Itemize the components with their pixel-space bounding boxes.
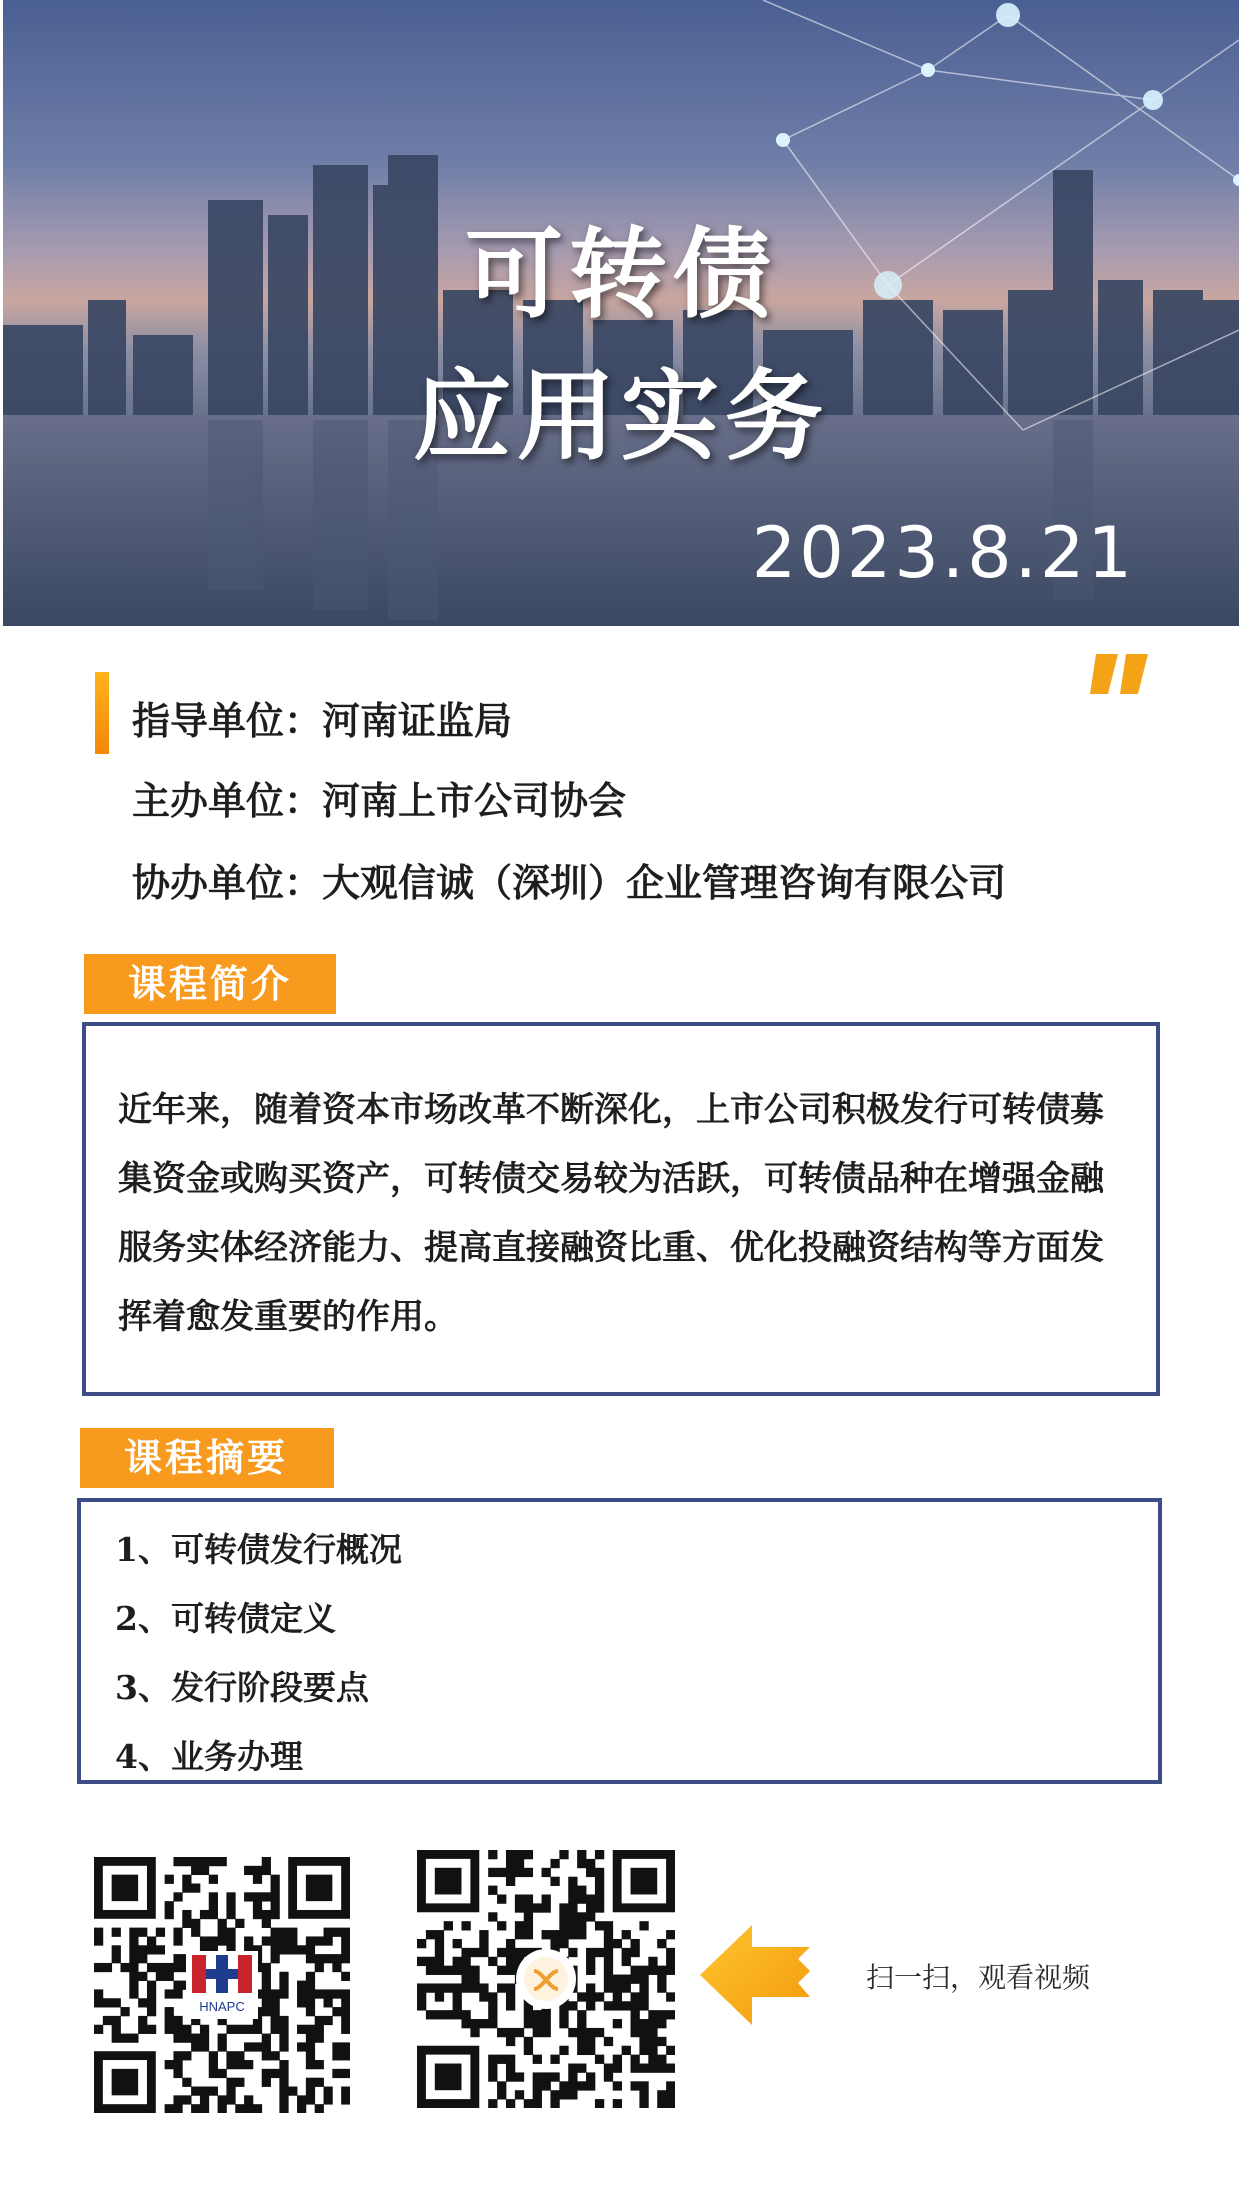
co-host-unit: 协办单位：大观信诚（深圳）企业管理咨询有限公司 [132,860,1007,905]
list-item: 1、可转债发行概况 [115,1530,402,1569]
course-summary-tag: 课程摘要 [80,1428,334,1488]
host-unit: 主办单位：河南上市公司协会 [132,778,627,823]
qr-code-icon[interactable] [417,1850,675,2108]
scan-instruction: 扫一扫，观看视频 [866,1961,1091,1994]
arrow-left-icon [700,1925,818,2025]
list-item: 3、发行阶段要点 [115,1668,369,1707]
hero-title-line2: 应用实务 [412,359,829,474]
course-summary-box [77,1498,1162,1784]
quote-icon [1090,654,1154,694]
course-intro-tag: 课程简介 [84,954,336,1014]
list-item: 4、业务办理 [115,1737,303,1776]
summary-list [115,1522,402,1798]
qr-logo-text: HNAPC [199,1999,245,2014]
event-date: 2023.8.21 [751,512,1135,594]
accent-bar [95,672,109,754]
list-item: 2、可转债定义 [115,1599,336,1638]
guide-unit: 指导单位：河南证监局 [132,698,513,743]
course-intro-box [82,1022,1160,1396]
hero-banner [3,0,1239,626]
hero-title-line1: 可转债 [464,217,777,332]
course-intro-text: 近年来，随着资本市场改革不断深化，上市公司积极发行可转债募集资金或购买资产，可转债交易较为活跃，可转债品种在增强金融服务实体经济能力、提高直接融资比重、优化投融资结构等方面发挥着愈发重要的作用。 [118,1090,1104,1337]
qr-code-icon[interactable] [94,1857,350,2113]
